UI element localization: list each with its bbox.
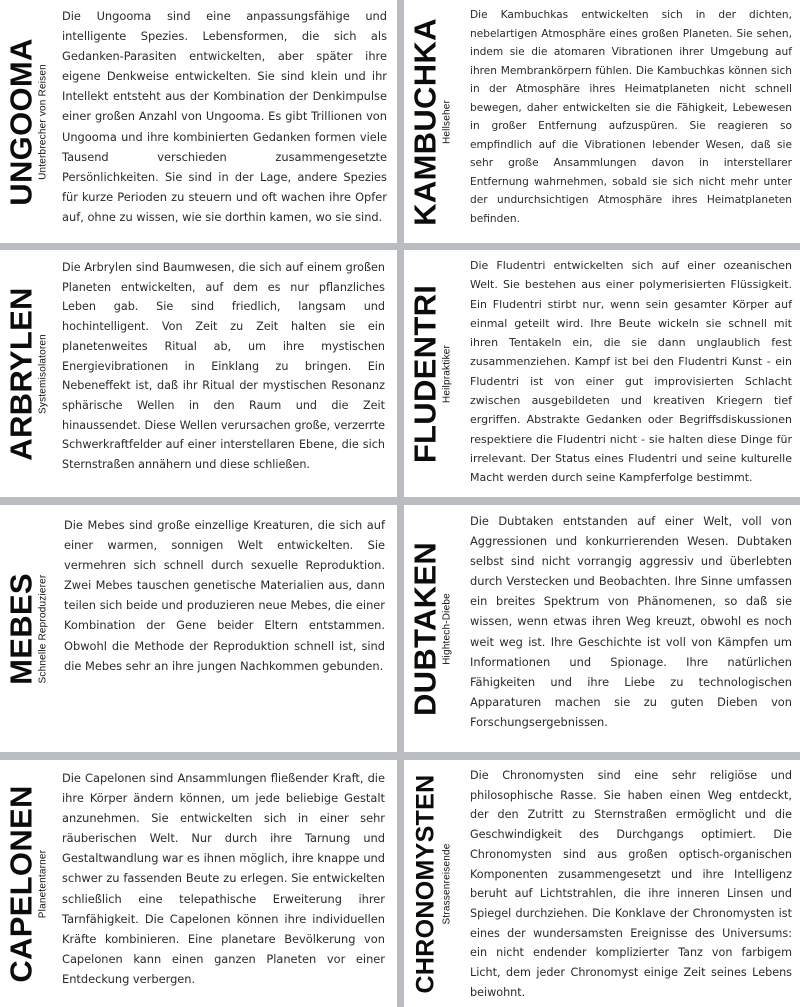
card-title-block [0, 250, 56, 497]
card-subtitle: Unterbrecher von Reisen [37, 63, 49, 180]
card-name: FLUDENTRI [407, 284, 443, 463]
card-ungooma [0, 0, 397, 243]
card-capelonen [0, 760, 397, 1007]
card-name: ARBRYLEN [3, 286, 39, 461]
card-kambuchka [404, 0, 800, 243]
card-arbrylen [0, 250, 397, 497]
card-description: Die Mebes sind große einzellige Kreaturen, die sich auf einer warmen, sonnigen Welt entwickelten. Sie vermehren sich schnell durch sexuelle Reproduktion. Zwei Mebes tauschen genetische Materialien aus, dann teilen sich beide und produzieren neue Mebes, die einer Kombination der Gene beider Eltern entstammen. Obwohl die Methode der Reproduktion schnell ist, sind die Mebes sehr an ihre jungen Nachkommen gebunden. [64, 518, 385, 673]
card-title-block [0, 0, 56, 243]
card-subtitle: Schnelle Reproduzierer [37, 574, 49, 683]
card-subtitle: Hellseher [441, 99, 453, 144]
card-title-block [0, 505, 56, 752]
card-description: Die Fludentri entwickelten sich auf einer ozeanischen Welt. Sie bestehen aus einer polymerisierten Flüssigkeit. Ein Fludentri stirbt nur, wenn sein gesamter Körper auf einmal geteilt wird. Ihre Beute wickeln sie schnell mit ihren Tentakeln ein, die sie dann unglaublich fest zusammenziehen. Kampf ist bei den Fludentri Kunst - ein Fludentri ist von einer gut improvisierten Schlacht zwischen ausgebildeten und kreativen Kriegern tief ergriffen. Abstrakte Gedanken oder Begriffsdiskussionen respektiere die Fludentri nicht - sie halten diese Dinge für irrelevant. Der Status eines Fludentri und seine kulturelle Macht werden durch seine Kampferfolge bestimmt. [470, 259, 792, 485]
card-subtitle: Planetentarner [37, 849, 49, 918]
card-title-block [404, 505, 460, 752]
card-dubtaken [404, 505, 800, 752]
card-name: MEBES [3, 572, 39, 685]
card-title-block [404, 250, 460, 497]
card-fludentri [404, 250, 800, 497]
card-description: Die Chronomysten sind eine sehr religiöse und philosophische Rasse. Sie haben einen Weg entdeckt, der den Zutritt zu Sternstraßen ermöglicht und die Geschwindigkeit des Durchgangs optimiert. Die Chronomysten sind aus großen optisch-organischen Komponenten zusammengesetzt und ihre Intelligenz beruht auf Lichtstrahlen, die ihre inneren Linsen und Spiegel durchziehen. Die Konklave der Chronomysten ist eines der wundersamsten Ereignisse des Universums: ein nicht endender komplizierter Tanz von farbigem Licht, dem jeder Chronomyst einige Zeit seines Lebens beiwohnt. [470, 769, 792, 999]
card-chronomysten [404, 760, 800, 1007]
card-subtitle: Strassenreisende [441, 842, 453, 925]
card-description: Die Ungooma sind eine anpassungsfähige und intelligente Spezies. Lebensformen, die sich als Gedanken-Parasiten entwickelten, aber später ihre eigene Denkweise entwickelten. Sie sind klein und ihr Intellekt entsteht aus der Kombination der Denkimpulse einer großen Anzahl von Ungooma. Es gibt Trillionen von Ungooma und ihre kombinierten Gedanken formen viele Tausend verschieden zusammengesetzte Persönlichkeiten. Sie sind in der Lage, andere Spezies für kurze Perioden zu steuern und oft wachen ihre Opfer auf, ohne zu wissen, wie sie dorthin kamen, wo sie sind. [62, 9, 387, 224]
card-title-block [404, 0, 460, 243]
card-title-block [404, 760, 460, 1007]
card-name: KAMBUCHKA [407, 17, 443, 226]
card-mebes [0, 505, 397, 752]
card-description: Die Arbrylen sind Baumwesen, die sich auf einem großen Planeten entwickelten, auf dem es nur pflanzliches Leben gab. Sie sind friedlich, langsam und hochintelligent. Von Zeit zu Zeit halten sie ein planetenweites Ritual ab, um ihre mystischen Energievibrationen in Einklang zu bringen. Ein Nebeneffekt ist, daß ihr Ritual der mystischen Resonanz sphärische Wellen in den Raum und die Zeit hinaussendet. Diese Wellen verursachen große, verzerrte Schwerkraftfelder auf einer interstellaren Ebene, die sich Sternstraßen annähern und diese schließen. [62, 261, 385, 472]
card-subtitle: Hightech-Diebe [441, 592, 453, 665]
card-description: Die Dubtaken entstanden auf einer Welt, voll von Aggressionen und konkurrierenden Wesen. Dubtaken selbst sind nicht vorrangig aggressiv und überlebten durch Verstecken und Beobachten. Ihre Sinne umfassen ein breites Spektrum von Phänomenen, so daß sie wissen, wenn etwas ihren Weg kreuzt, obwohl es noch weit weg ist. Ihre Geschichte ist voll von Kämpfen um Informationen und Spionage. Ihre natürlichen Fähigkeiten und ihre Liebe zu technologischen Apparaturen machen sie zu guten Dieben von Forschungsergebnissen. [470, 514, 792, 729]
card-name: UNGOOMA [3, 37, 39, 206]
card-name: DUBTAKEN [407, 541, 443, 716]
card-name: CHRONOMYSTEN [411, 774, 440, 993]
card-title-block [0, 760, 56, 1007]
card-name: CAPELONEN [3, 784, 39, 983]
card-subtitle: Heilpraktiker [441, 344, 453, 403]
card-description: Die Kambuchkas entwickelten sich in der dichten, nebelartigen Atmosphäre eines großen Planeten. Sie sehen, indem sie die atomaren Vibrationen ihrer Umgebung auf ihren Membrankörpern fühlen. Die Kambuchkas können sich in der Atmosphäre ihres Heimatplaneten nicht schnell bewegen, daher entwickelten sie die Fähigkeit, Lebewesen in großer Entfernung aufzuspüren. Sie reagieren so empfindlich auf die Vibrationen lebender Wesen, daß sie sehr große Ansammlungen davon in interstellarer Entfernung wahrnehmen, sobald sie sich nicht mehr unter der undurchsichtigen Atmosphäre ihres Heimatplaneten befinden. [470, 9, 792, 225]
card-description: Die Capelonen sind Ansammlungen fließender Kraft, die ihre Körper ändern können, um jede beliebige Gestalt anzunehmen. Sie entwickelten sich in einer sehr räuberischen Welt. Nur durch ihre Tarnung und Gestaltwandlung war es ihnen möglich, ihre knappe und schwer zu fassenden Beute zu erlegen. Sie entwickelten schließlich eine telepathische Erweiterung ihrer Tarnfähigkeit. Die Capelonen können ihre individuellen Kräfte kombinieren. Eine planetare Bevölkerung von Capelonen kann einen ganzen Planeten vor einer Entdeckung verbergen. [62, 771, 385, 986]
card-subtitle: Systemisolatoren [37, 333, 49, 414]
